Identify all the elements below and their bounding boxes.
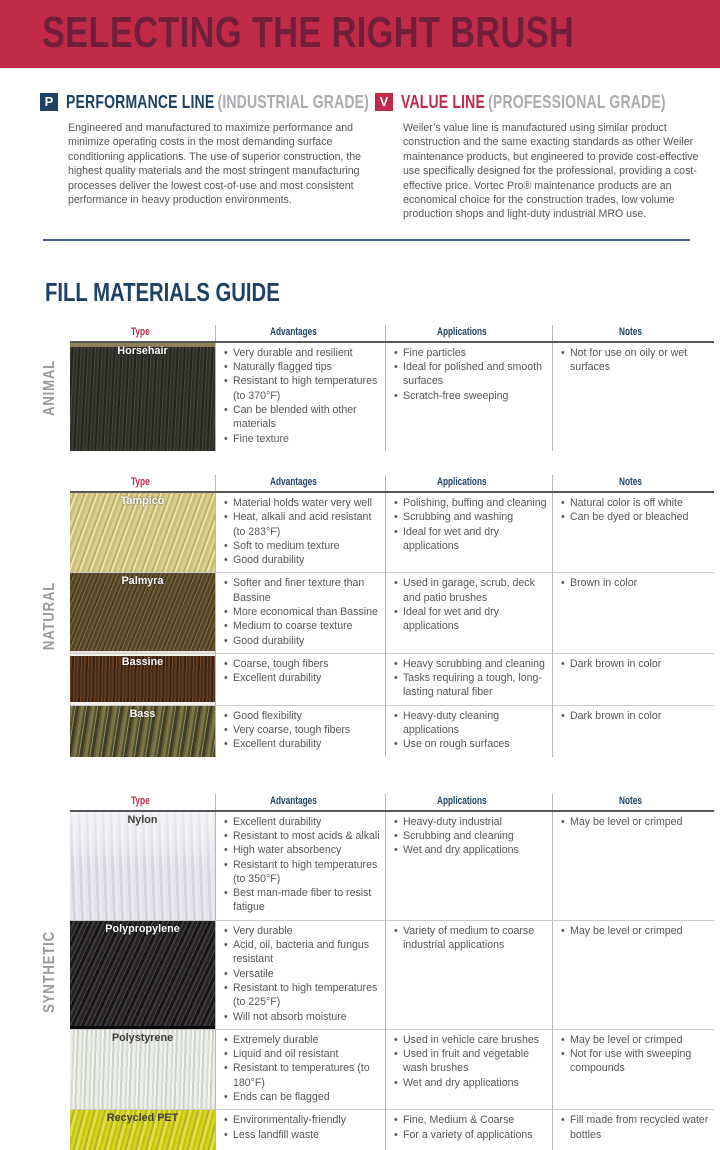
advantages-cell xyxy=(215,1029,385,1109)
application-item: • Ideal for wet and dry applications xyxy=(394,525,548,554)
notes-cell xyxy=(552,1109,714,1150)
material-row xyxy=(70,920,714,1029)
application-item: • Used in vehicle care brushes xyxy=(394,1033,548,1047)
material-type-cell xyxy=(70,1029,215,1109)
palmyra-image xyxy=(70,573,215,652)
advantages-cell xyxy=(215,343,385,451)
applications-list xyxy=(394,346,548,403)
applications-list xyxy=(394,496,548,553)
fill-materials-guide-title: FILL MATERIALS GUIDE xyxy=(45,276,280,307)
applications-list xyxy=(394,1033,548,1090)
material-name: Polystyrene xyxy=(111,1031,174,1044)
advantage-item: • Softer and finer texture than Bassine xyxy=(224,576,381,605)
applications-list xyxy=(394,709,548,752)
application-item: • Heavy scrubbing and cleaning xyxy=(394,657,548,671)
notes-cell xyxy=(552,920,714,1029)
applications-list xyxy=(394,924,548,953)
column-header-applications: Applications xyxy=(385,794,552,810)
advantage-item: • Good flexibility xyxy=(224,709,381,723)
material-name: Recycled PET xyxy=(106,1112,179,1125)
note-item: • May be level or crimped xyxy=(561,924,710,938)
application-item: • Heavy-duty cleaning applications xyxy=(394,709,548,738)
advantages-list xyxy=(224,496,381,567)
value-line-header xyxy=(375,92,708,112)
application-item: • Polishing, buffing and cleaning xyxy=(394,496,548,510)
advantages-cell xyxy=(215,920,385,1029)
advantages-list xyxy=(224,709,381,752)
application-item: • Wet and dry applications xyxy=(394,843,548,857)
material-type-cell xyxy=(70,653,215,705)
column-header-advantages: Advantages xyxy=(215,794,385,810)
advantage-item: • Very durable xyxy=(224,924,381,938)
notes-cell xyxy=(552,812,714,920)
column-header-notes: Notes xyxy=(552,325,714,341)
bassine-image xyxy=(70,654,215,705)
application-item: • Heavy-duty industrial xyxy=(394,815,548,829)
advantages-cell xyxy=(215,493,385,572)
note-item: • Not for use with sweeping compounds xyxy=(561,1047,710,1076)
section-label: SYNTHETIC xyxy=(41,931,58,1013)
application-item: • Scratch-free sweeping xyxy=(394,389,548,403)
notes-list xyxy=(561,657,710,671)
materials-table xyxy=(70,475,714,757)
note-item: • Natural color is off white xyxy=(561,496,710,510)
applications-cell xyxy=(385,343,552,451)
advantages-cell xyxy=(215,1109,385,1150)
notes-cell xyxy=(552,572,714,652)
applications-cell xyxy=(385,920,552,1029)
application-item: • Ideal for polished and smooth surfaces xyxy=(394,360,548,389)
application-item: • Variety of medium to coarse industrial applications xyxy=(394,924,548,953)
advantage-item: • Versatile xyxy=(224,967,381,981)
advantages-cell xyxy=(215,705,385,757)
note-item: • May be level or crimped xyxy=(561,1033,710,1047)
advantage-item: • Material holds water very well xyxy=(224,496,381,510)
advantage-item: • Will not absorb moisture xyxy=(224,1010,381,1024)
column-header-type: Type xyxy=(130,475,150,488)
advantage-item: • Excellent durability xyxy=(224,671,381,685)
advantage-item: • Resistant to high temperatures (to 370°F) xyxy=(224,374,381,403)
performance-line-header xyxy=(40,92,373,112)
column-header-advantages: Advantages xyxy=(215,325,385,341)
advantages-list xyxy=(224,576,381,647)
material-name: Tampico xyxy=(120,494,165,507)
advantages-list xyxy=(224,815,381,915)
advantages-list xyxy=(224,657,381,686)
materials-table xyxy=(70,325,714,451)
materials-table xyxy=(70,794,714,1150)
column-header-type: Type xyxy=(130,325,150,338)
notes-cell xyxy=(552,653,714,705)
advantage-item: • Resistant to most acids & alkali xyxy=(224,829,381,843)
column-header-advantages: Advantages xyxy=(215,475,385,491)
column-header-type: Type xyxy=(130,794,150,807)
horsehair-image xyxy=(70,343,215,451)
applications-list xyxy=(394,1113,548,1142)
note-item: • Not for use on oily or wet surfaces xyxy=(561,346,710,375)
advantage-item: • Medium to coarse texture xyxy=(224,619,381,633)
material-type-cell xyxy=(70,493,215,572)
performance-line-grade: (INDUSTRIAL GRADE) xyxy=(217,91,370,112)
material-row xyxy=(70,343,714,451)
notes-list xyxy=(561,924,710,938)
note-item: • Dark brown in color xyxy=(561,709,710,723)
notes-cell xyxy=(552,343,714,451)
material-row xyxy=(70,493,714,572)
application-item: • Used in fruit and vegetable wash brushes xyxy=(394,1047,548,1076)
material-type-cell xyxy=(70,1109,215,1150)
advantage-item: • Coarse, tough fibers xyxy=(224,657,381,671)
advantage-item: • Excellent durability xyxy=(224,737,381,751)
applications-cell xyxy=(385,1029,552,1109)
note-item: • Can be dyed or bleached xyxy=(561,510,710,524)
column-header-notes: Notes xyxy=(552,794,714,810)
advantage-item: • Acid, oil, bacteria and fungus resistant xyxy=(224,938,381,967)
table-header-row xyxy=(70,325,714,343)
application-item: • Scrubbing and washing xyxy=(394,510,548,524)
advantages-list xyxy=(224,1033,381,1104)
material-row xyxy=(70,572,714,652)
application-item: • Wet and dry applications xyxy=(394,1076,548,1090)
material-type-cell xyxy=(70,343,215,451)
notes-list xyxy=(561,1033,710,1076)
material-row xyxy=(70,1109,714,1150)
advantages-list xyxy=(224,1113,381,1142)
material-type-cell xyxy=(70,572,215,652)
material-name: Nylon xyxy=(127,813,158,826)
notes-cell xyxy=(552,1029,714,1109)
section-divider xyxy=(43,239,690,241)
advantage-item: • Extremely durable xyxy=(224,1033,381,1047)
performance-line-description: Engineered and manufactured to maximize performance and minimize operating costs in the most demanding surface conditioning applications. The use of superior construction, the highest quality materials and the most stringent manufacturing processes deliver the lowest cost-of-use and most consistent performance in heavy production environments. xyxy=(68,122,362,207)
advantages-cell xyxy=(215,812,385,920)
advantage-item: • Liquid and oil resistant xyxy=(224,1047,381,1061)
advantage-item: • High water absorbency xyxy=(224,843,381,857)
notes-list xyxy=(561,709,710,723)
section-side-label-column xyxy=(30,475,70,757)
page-title: SELECTING THE RIGHT BRUSH xyxy=(42,8,575,57)
section-label: NATURAL xyxy=(41,581,58,650)
section-side-label-column xyxy=(30,325,70,451)
advantage-item: • Can be blended with other materials xyxy=(224,403,381,432)
advantage-item: • Less landfill waste xyxy=(224,1128,381,1142)
advantage-item: • Good durability xyxy=(224,634,381,648)
materials-section-animal xyxy=(30,325,720,451)
polypropylene-image xyxy=(70,921,215,1029)
value-line-section xyxy=(375,92,708,222)
application-item: • Use on rough surfaces xyxy=(394,737,548,751)
applications-list xyxy=(394,657,548,700)
notes-list xyxy=(561,1113,710,1142)
material-type-cell xyxy=(70,812,215,920)
material-row xyxy=(70,812,714,920)
advantage-item: • Environmentally-friendly xyxy=(224,1113,381,1127)
material-name: Polypropylene xyxy=(105,922,180,935)
material-row xyxy=(70,705,714,757)
nylon-image xyxy=(70,812,215,920)
section-side-label-column xyxy=(30,794,70,1150)
application-item: • Fine particles xyxy=(394,346,548,360)
advantage-item: • Naturally flagged tips xyxy=(224,360,381,374)
applications-cell xyxy=(385,705,552,757)
advantages-cell xyxy=(215,572,385,652)
application-item: • For a variety of applications xyxy=(394,1128,548,1142)
notes-list xyxy=(561,576,710,590)
column-header-notes: Notes xyxy=(552,475,714,491)
value-line-description: Weiler’s value line is manufactured using similar product construction and the same exacting standards as other Weiler maintenance products, but engineered to provide cost-effective use specifically designed for the professional, providing a cost-effective price. Vortec Pro® maintenance products are an economical choice for the construction trades, low volume production shops and light-duty industrial MRO use. xyxy=(403,122,699,221)
advantage-item: • Good durability xyxy=(224,553,381,567)
materials-section-synthetic xyxy=(30,794,720,1150)
advantage-item: • Resistant to high temperatures (to 225°F) xyxy=(224,981,381,1010)
performance-line-badge-icon: P xyxy=(40,93,58,111)
notes-list xyxy=(561,815,710,829)
value-line-grade: (PROFESSIONAL GRADE) xyxy=(488,91,666,112)
materials-section-natural xyxy=(30,475,720,757)
material-name: Bassine xyxy=(121,655,164,668)
material-row xyxy=(70,1029,714,1109)
applications-cell xyxy=(385,812,552,920)
note-item: • May be level or crimped xyxy=(561,815,710,829)
advantage-item: • Excellent durability xyxy=(224,815,381,829)
material-row xyxy=(70,653,714,705)
application-item: • Scrubbing and cleaning xyxy=(394,829,548,843)
note-item: • Brown in color xyxy=(561,576,710,590)
material-type-cell xyxy=(70,920,215,1029)
advantage-item: • Fine texture xyxy=(224,432,381,446)
advantage-item: • More economical than Bassine xyxy=(224,605,381,619)
notes-cell xyxy=(552,705,714,757)
polystyrene-image xyxy=(70,1030,215,1109)
advantage-item: • Resistant to high temperatures (to 350°F) xyxy=(224,858,381,887)
application-item: • Used in garage, scrub, deck and patio brushes xyxy=(394,576,548,605)
notes-list xyxy=(561,346,710,375)
table-header-row xyxy=(70,794,714,812)
column-header-applications: Applications xyxy=(385,325,552,341)
advantage-item: • Heat, alkali and acid resistant (to 283°F) xyxy=(224,510,381,539)
advantages-cell xyxy=(215,653,385,705)
application-item: • Ideal for wet and dry applications xyxy=(394,605,548,634)
application-item: • Fine, Medium & Coarse xyxy=(394,1113,548,1127)
material-name: Bass xyxy=(129,707,156,720)
applications-cell xyxy=(385,653,552,705)
section-label: ANIMAL xyxy=(41,359,58,416)
advantage-item: • Very durable and resilient xyxy=(224,346,381,360)
advantage-item: • Soft to medium texture xyxy=(224,539,381,553)
product-lines xyxy=(40,92,720,222)
applications-list xyxy=(394,815,548,858)
notes-list xyxy=(561,496,710,525)
advantage-item: • Best man-made fiber to resist fatigue xyxy=(224,886,381,915)
applications-cell xyxy=(385,1109,552,1150)
advantage-item: • Very coarse, tough fibers xyxy=(224,723,381,737)
page-banner xyxy=(0,0,720,68)
advantage-item: • Ends can be flagged xyxy=(224,1090,381,1104)
materials-sections xyxy=(30,325,720,1150)
recycled-pet-image xyxy=(70,1110,215,1150)
advantages-list xyxy=(224,924,381,1024)
performance-line-title: PERFORMANCE LINE (INDUSTRIAL GRADE) xyxy=(66,91,370,112)
note-item: • Fill made from recycled water bottles xyxy=(561,1113,710,1142)
advantages-list xyxy=(224,346,381,446)
applications-cell xyxy=(385,493,552,572)
material-type-cell xyxy=(70,705,215,757)
material-name: Horsehair xyxy=(117,344,168,357)
value-line-title: VALUE LINE (PROFESSIONAL GRADE) xyxy=(401,91,666,112)
performance-line-section xyxy=(40,92,373,222)
bass-image xyxy=(70,706,215,757)
table-header-row xyxy=(70,475,714,493)
column-header-applications: Applications xyxy=(385,475,552,491)
advantage-item: • Resistant to temperatures (to 180°F) xyxy=(224,1061,381,1090)
value-line-badge-icon: V xyxy=(375,93,393,111)
material-name: Palmyra xyxy=(121,575,164,588)
application-item: • Tasks requiring a tough, long-lasting natural fiber xyxy=(394,671,548,700)
applications-list xyxy=(394,576,548,633)
applications-cell xyxy=(385,572,552,652)
notes-cell xyxy=(552,493,714,572)
note-item: • Dark brown in color xyxy=(561,657,710,671)
tampico-image xyxy=(70,493,215,572)
